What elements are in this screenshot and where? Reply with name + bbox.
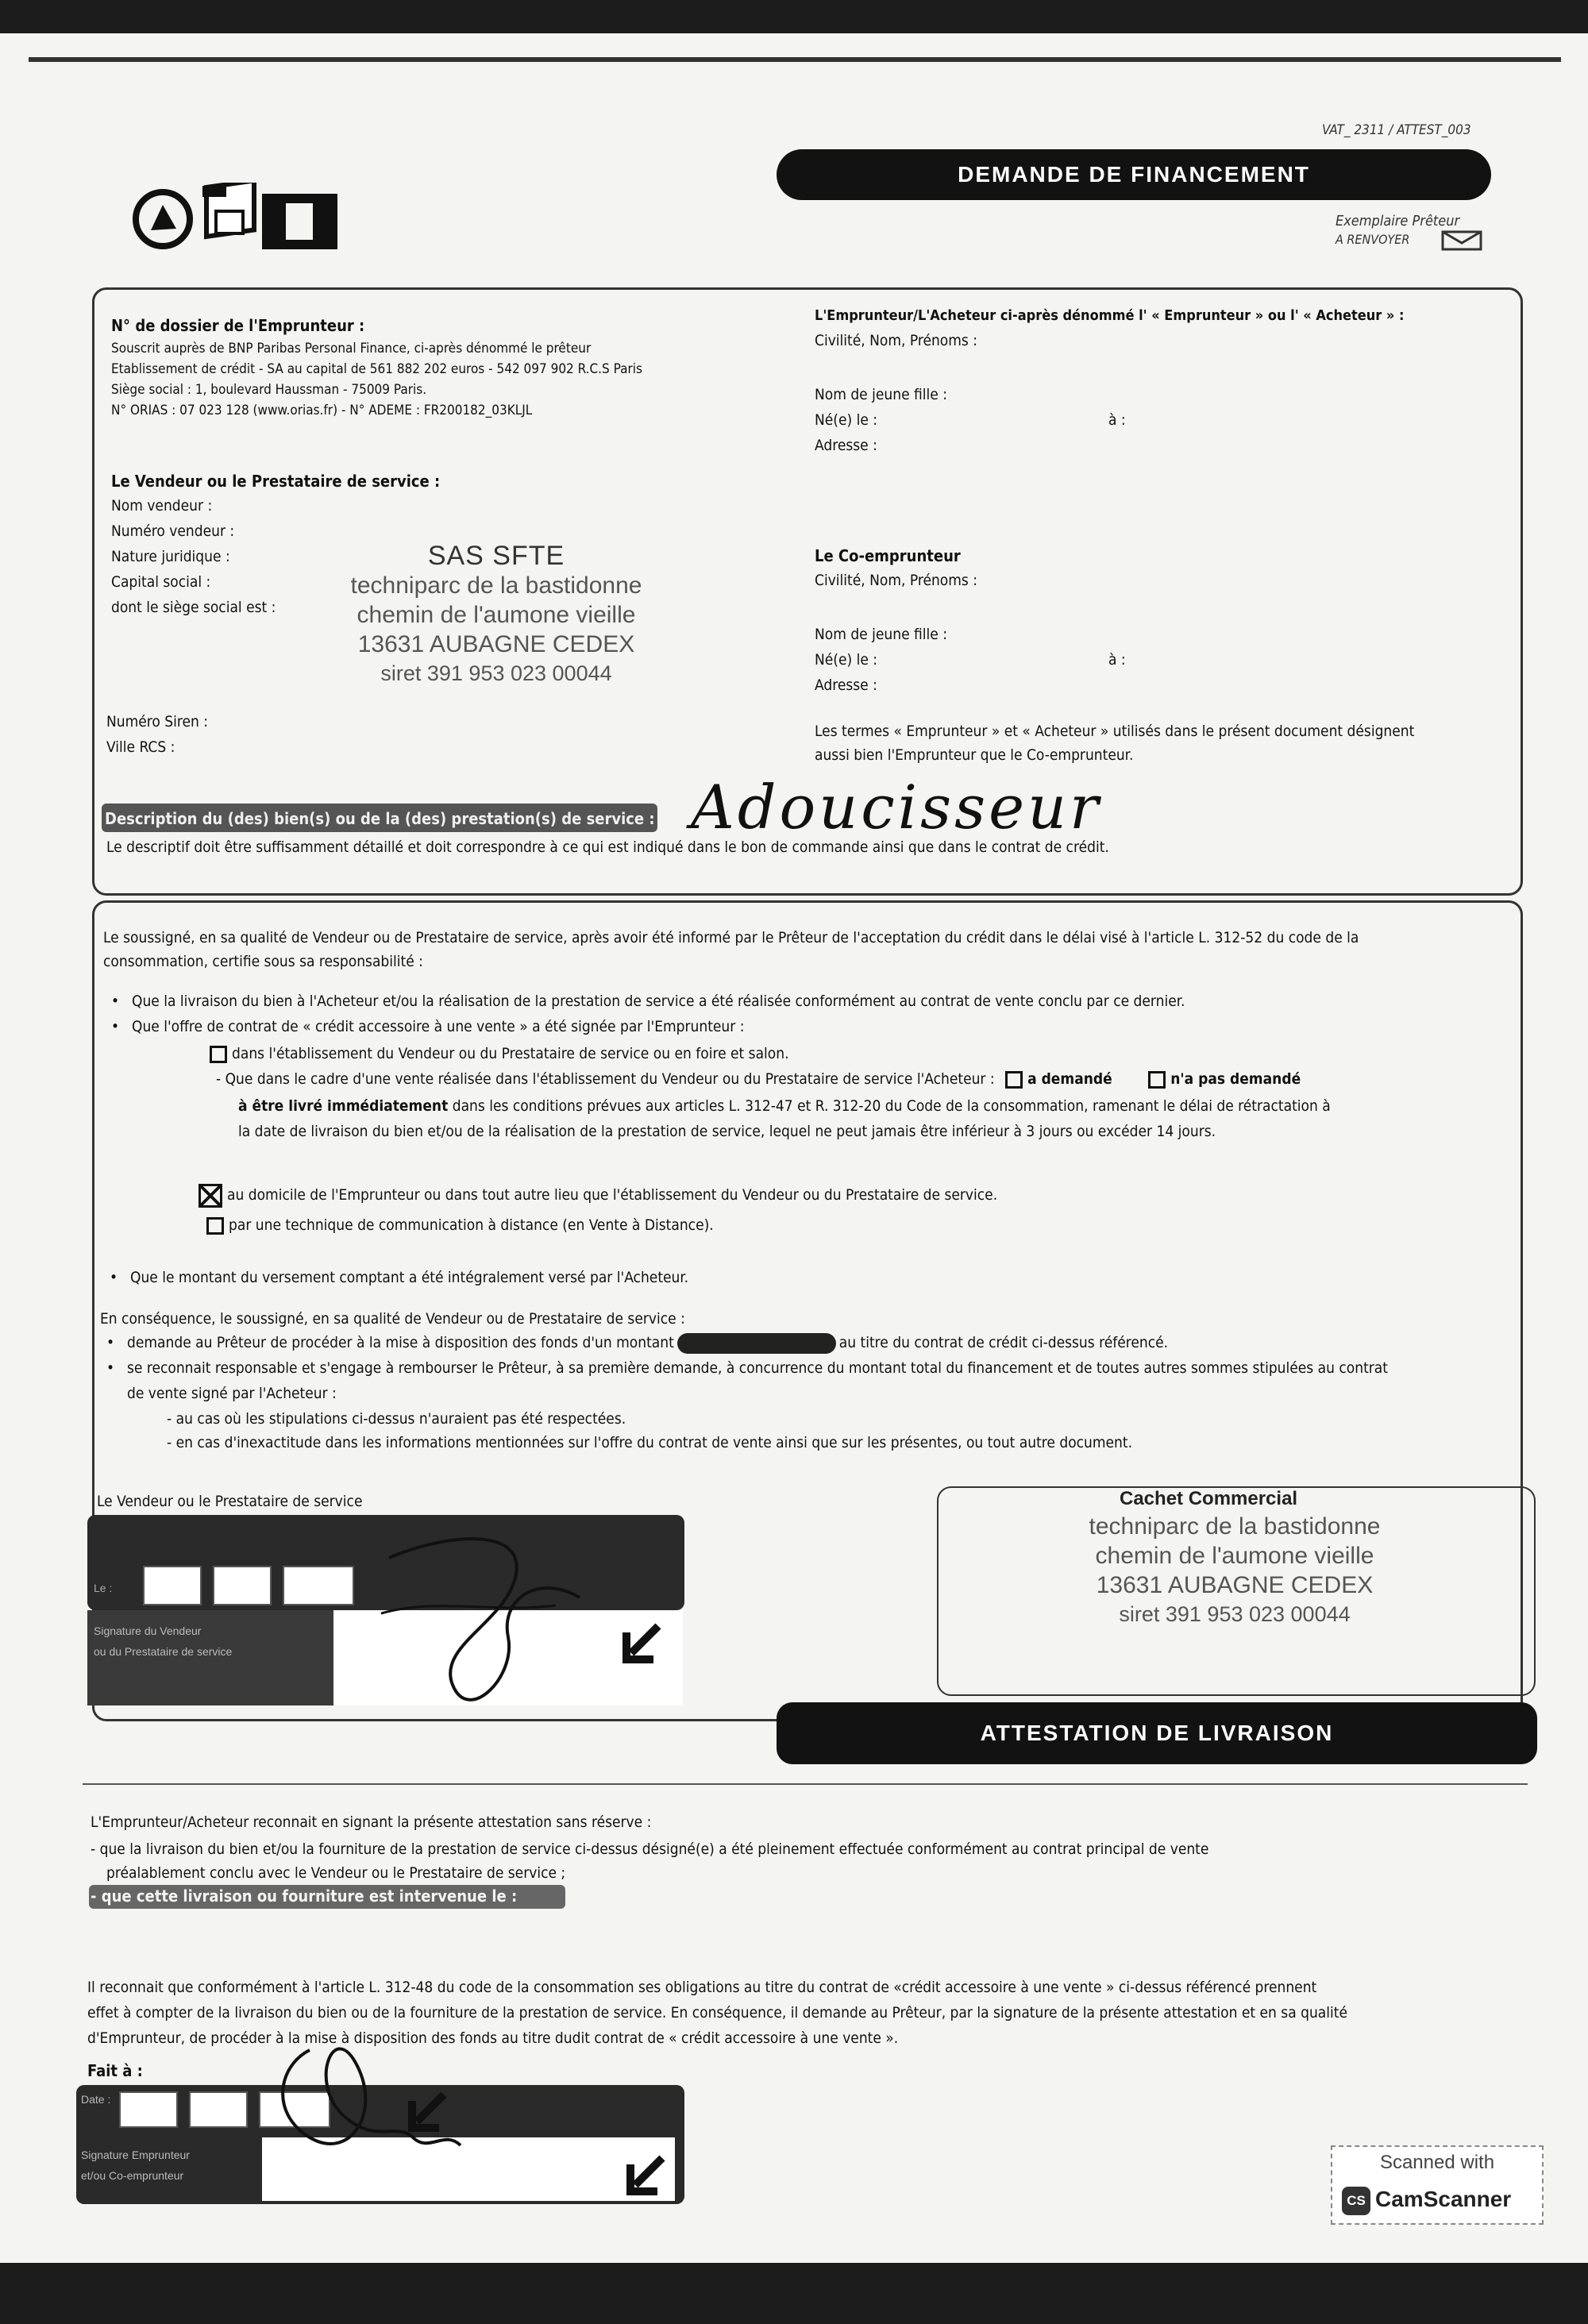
option-home-label: au domicile de l'Emprunteur ou dans tout autre lieu que l'établissement du Vendeur ou du Prestataire de service. [227, 1186, 998, 1204]
terms-note-2: aussi bien l'Emprunteur que le Co-emprunteur. [815, 746, 1134, 764]
option-establishment [210, 1042, 789, 1066]
lender-line-3: Siège social : 1, boulevard Haussman - 75009 Paris. [111, 382, 427, 398]
bullet-payment: • Que le montant du versement comptant a été intégralement versé par l'Acheteur. [130, 1266, 688, 1290]
camscanner-line-1: Scanned with [1379, 2152, 1495, 2173]
request-funds-text-end: au titre du contrat de crédit ci-dessus référencé. [838, 1334, 1169, 1351]
coborrower-born-label: Né(e) le : [815, 651, 878, 669]
option-distance-label: par une technique de communication à distance (en Vente à Distance). [229, 1216, 714, 1234]
recognition-1: Il reconnait que conformément à l'article L. 312-48 du code de la consommation ses obligations au titre du contrat de «crédit accessoire à une vente » ci-dessus référencé prennent [87, 1979, 1317, 1996]
coborrower-maiden-label: Nom de jeune fille : [815, 626, 947, 643]
camscanner-logo-icon: CS [1342, 2187, 1370, 2215]
sign-here-arrow-icon [615, 1621, 663, 1669]
checkbox-asked[interactable] [1005, 1071, 1023, 1089]
delivery-clause-1: - que la livraison du bien et/ou la fourniture de la prestation de service ci-dessus désigné(e) a été pleinement effectuée conformément au contrat principal de vente [91, 1840, 1209, 1858]
borrower-signature-caption-2: et/ou Co-emprunteur [81, 2169, 184, 2182]
handwritten-description: Adoucisseur [691, 772, 1102, 842]
coborrower-birthplace-label: à : [1108, 651, 1126, 669]
stamp-line-2: chemin de l'aumone vieille [357, 602, 636, 628]
seller-number-label: Numéro vendeur : [111, 522, 235, 540]
sub-clause-a-text: - Que dans le cadre d'une vente réalisée dans l'établissement du Vendeur ou du Prestataire de service l'Acheteur : [216, 1070, 995, 1088]
borrower-date-label: Date : [81, 2093, 111, 2106]
case-2: - en cas d'inexactitude dans les informations mentionnées sur l'offre du contrat de vente ainsi que sur les présentes, ou tout autre document. [167, 1434, 1133, 1451]
responsibility-clause: • se reconnait responsable et s'engage à rembourser le Prêteur, à sa première demande, à concurrence du montant total du financement et de toutes autres sommes stipulées au contrat [127, 1356, 1388, 1381]
capital-label: Capital social : [111, 573, 211, 591]
document-reference: VAT_ 2311 / ATTEST_003 [1322, 122, 1471, 138]
bottom-border [0, 2263, 1588, 2324]
responsibility-clause-end: de vente signé par l'Acheteur : [127, 1385, 337, 1402]
asked-label: a demandé [1027, 1070, 1112, 1088]
consequence-text: En conséquence, le soussigné, en sa qualité de Vendeur ou de Prestataire de service : [100, 1310, 685, 1328]
description-label: Description du (des) bien(s) ou de la (des) prestation(s) de service : [105, 809, 655, 828]
description-note: Le descriptif doit être suffisamment détaillé et doit correspondre à ce qui est indiqué dans le bon de commande ainsi que dans le contrat de crédit. [106, 838, 1109, 856]
seller-stamp [314, 541, 679, 688]
borrower-born-label: Né(e) le : [815, 411, 878, 429]
seller-sign-label: Le Vendeur ou le Prestataire de service [97, 1493, 363, 1510]
stamp-company: SAS SFTE [427, 541, 565, 571]
coborrower-address-label: Adresse : [815, 676, 877, 694]
top-border [0, 0, 1588, 33]
company-stamp-line-2: chemin de l'aumone vieille [1095, 1543, 1374, 1569]
request-funds [127, 1331, 1168, 1355]
recognition-3: d'Emprunteur, de procéder à la mise à disposition des fonds au titre dudit contrat de « crédit accessoire à une vente ». [87, 2029, 899, 2047]
company-stamp-line-1: techniparc de la bastidonne [1089, 1513, 1381, 1540]
stamp-line-3: 13631 AUBAGNE CEDEX [357, 631, 635, 657]
borrower-date-month-field[interactable] [189, 2091, 248, 2128]
recycling-logos [127, 183, 341, 254]
sub-clause-c: la date de livraison du bien et/ou de la réalisation de la prestation de service, lequel ne peut jamais être inférieur à 3 jours ou excéder 14 jours. [238, 1123, 1216, 1140]
demande-financement-title: DEMANDE DE FINANCEMENT [777, 149, 1491, 200]
recycle-icon [127, 183, 341, 254]
seller-title: Le Vendeur ou le Prestataire de service : [111, 472, 441, 491]
siren-label: Numéro Siren : [106, 713, 209, 730]
file-number-label: N° de dossier de l'Emprunteur : [111, 316, 365, 335]
recognition-2: effet à compter de la livraison du bien ou de la fourniture de la prestation de service. En conséquence, il demande au Prêteur, par la signature de la présente attestation et en sa qualité [87, 2004, 1347, 2021]
not-asked-label: n'a pas demandé [1170, 1070, 1301, 1088]
borrower-signature-caption: Signature Emprunteur [81, 2149, 190, 2161]
legal-form-label: Nature juridique : [111, 548, 230, 565]
sub-clause-b [238, 1094, 1331, 1119]
bullet-signed: • Que l'offre de contrat de « crédit accessoire à une vente » a été signée par l'Emprunteur : [132, 1015, 744, 1039]
option-distance [206, 1213, 714, 1238]
top-rule [29, 57, 1561, 62]
option-home [198, 1183, 997, 1208]
company-stamp-line-3: 13631 AUBAGNE CEDEX [1096, 1572, 1374, 1598]
sub-clause-b-text: dans les conditions prévues aux articles L. 312-47 et R. 312-20 du Code de la consommation, ramenant le délai de rétractation à [452, 1097, 1331, 1115]
borrower-birthplace-label: à : [1108, 411, 1126, 429]
checkbox-distance[interactable] [206, 1217, 224, 1235]
delivery-clause-1-end: préalablement conclu avec le Vendeur ou le Prestataire de service ; [106, 1864, 566, 1882]
delivery-intro: L'Emprunteur/Acheteur reconnait en signant la présente attestation sans réserve : [91, 1813, 652, 1831]
case-1: - au cas où les stipulations ci-dessus n'auraient pas été respectées. [167, 1410, 626, 1428]
seller-signature-scribble [373, 1526, 611, 1732]
coborrower-civility-label: Civilité, Nom, Prénoms : [815, 572, 978, 589]
amount-redaction [677, 1333, 836, 1354]
envelope-icon [1441, 230, 1482, 251]
company-stamp [981, 1512, 1489, 1629]
borrower-address-label: Adresse : [815, 437, 877, 454]
certification-intro-2: consommation, certifie sous sa responsabilité : [103, 953, 423, 970]
return-note: A RENVOYER [1336, 232, 1410, 247]
company-stamp-siret: siret 391 953 023 00044 [1119, 1602, 1351, 1626]
certification-intro-1: Le soussigné, en sa qualité de Vendeur ou de Prestataire de service, après avoir été informé par le Prêteur de l'acceptation du crédit dans le délai visé à l'article L. 312-52 du code de la [103, 929, 1359, 946]
fait-a-label: Fait à : [87, 2061, 143, 2080]
date-month-field[interactable] [213, 1566, 272, 1605]
checkbox-not-asked[interactable] [1148, 1071, 1166, 1089]
borrower-maiden-label: Nom de jeune fille : [815, 386, 947, 403]
head-office-label: dont le siège social est : [111, 599, 276, 616]
sub-clause-b-bold: à être livré immédiatement [238, 1097, 449, 1115]
sub-clause-a [216, 1067, 1301, 1092]
lender-line-4: N° ORIAS : 07 023 128 (www.orias.fr) - N° ADEME : FR200182_03KLJL [111, 403, 533, 418]
seller-name-label: Nom vendeur : [111, 497, 213, 515]
camscanner-watermark [1331, 2145, 1544, 2225]
sign-here-arrow-icon-3 [619, 2153, 667, 2201]
seller-signature-caption: Signature du Vendeur [94, 1624, 202, 1637]
stamp-siret: siret 391 953 023 00044 [380, 661, 612, 685]
camscanner-line-2: CamScanner [1375, 2187, 1512, 2211]
lender-line-1: Souscrit auprès de BNP Paribas Personal Finance, ci-après dénommé le prêteur [111, 341, 592, 357]
request-funds-text: demande au Prêteur de procéder à la mise à disposition des fonds d'un montant [127, 1334, 674, 1351]
option-establishment-label: dans l'établissement du Vendeur ou du Prestataire de service ou en foire et salon. [232, 1045, 789, 1062]
terms-note-1: Les termes « Emprunteur » et « Acheteur » utilisés dans le présent document désignent [815, 723, 1415, 740]
delivery-date-label: - que cette livraison ou fourniture est intervenue le : [91, 1887, 518, 1906]
checkbox-establishment[interactable] [210, 1046, 227, 1063]
borrower-civility-label: Civilité, Nom, Prénoms : [815, 332, 978, 349]
copy-note: Exemplaire Prêteur [1336, 213, 1460, 229]
date-year-field[interactable] [283, 1566, 354, 1605]
rcs-label: Ville RCS : [106, 738, 175, 756]
seller-date-label: Le : [94, 1582, 113, 1594]
cachet-label: Cachet Commercial [1120, 1488, 1298, 1509]
coborrower-title: Le Co-emprunteur [815, 546, 961, 565]
document-page [0, 33, 1588, 2263]
lender-line-2: Etablissement de crédit - SA au capital de 561 882 202 euros - 542 097 902 R.C.S Paris [111, 361, 642, 377]
borrower-date-day-field[interactable] [119, 2091, 178, 2128]
sign-here-arrow-icon-2 [401, 2090, 449, 2137]
checkbox-home[interactable] [198, 1184, 222, 1208]
stamp-line-1: techniparc de la bastidonne [350, 572, 642, 599]
date-day-field[interactable] [143, 1566, 202, 1605]
seller-signature-caption-2: ou du Prestataire de service [94, 1645, 233, 1658]
bullet-delivery: • Que la livraison du bien à l'Acheteur et/ou la réalisation de la prestation de service a été réalisée conformément au contrat de vente conclu par ce dernier. [132, 989, 1185, 1014]
attestation-livraison-title: ATTESTATION DE LIVRAISON [777, 1702, 1537, 1764]
borrower-title: L'Emprunteur/L'Acheteur ci-après dénommé l' « Emprunteur » ou l' « Acheteur » : [815, 307, 1405, 324]
